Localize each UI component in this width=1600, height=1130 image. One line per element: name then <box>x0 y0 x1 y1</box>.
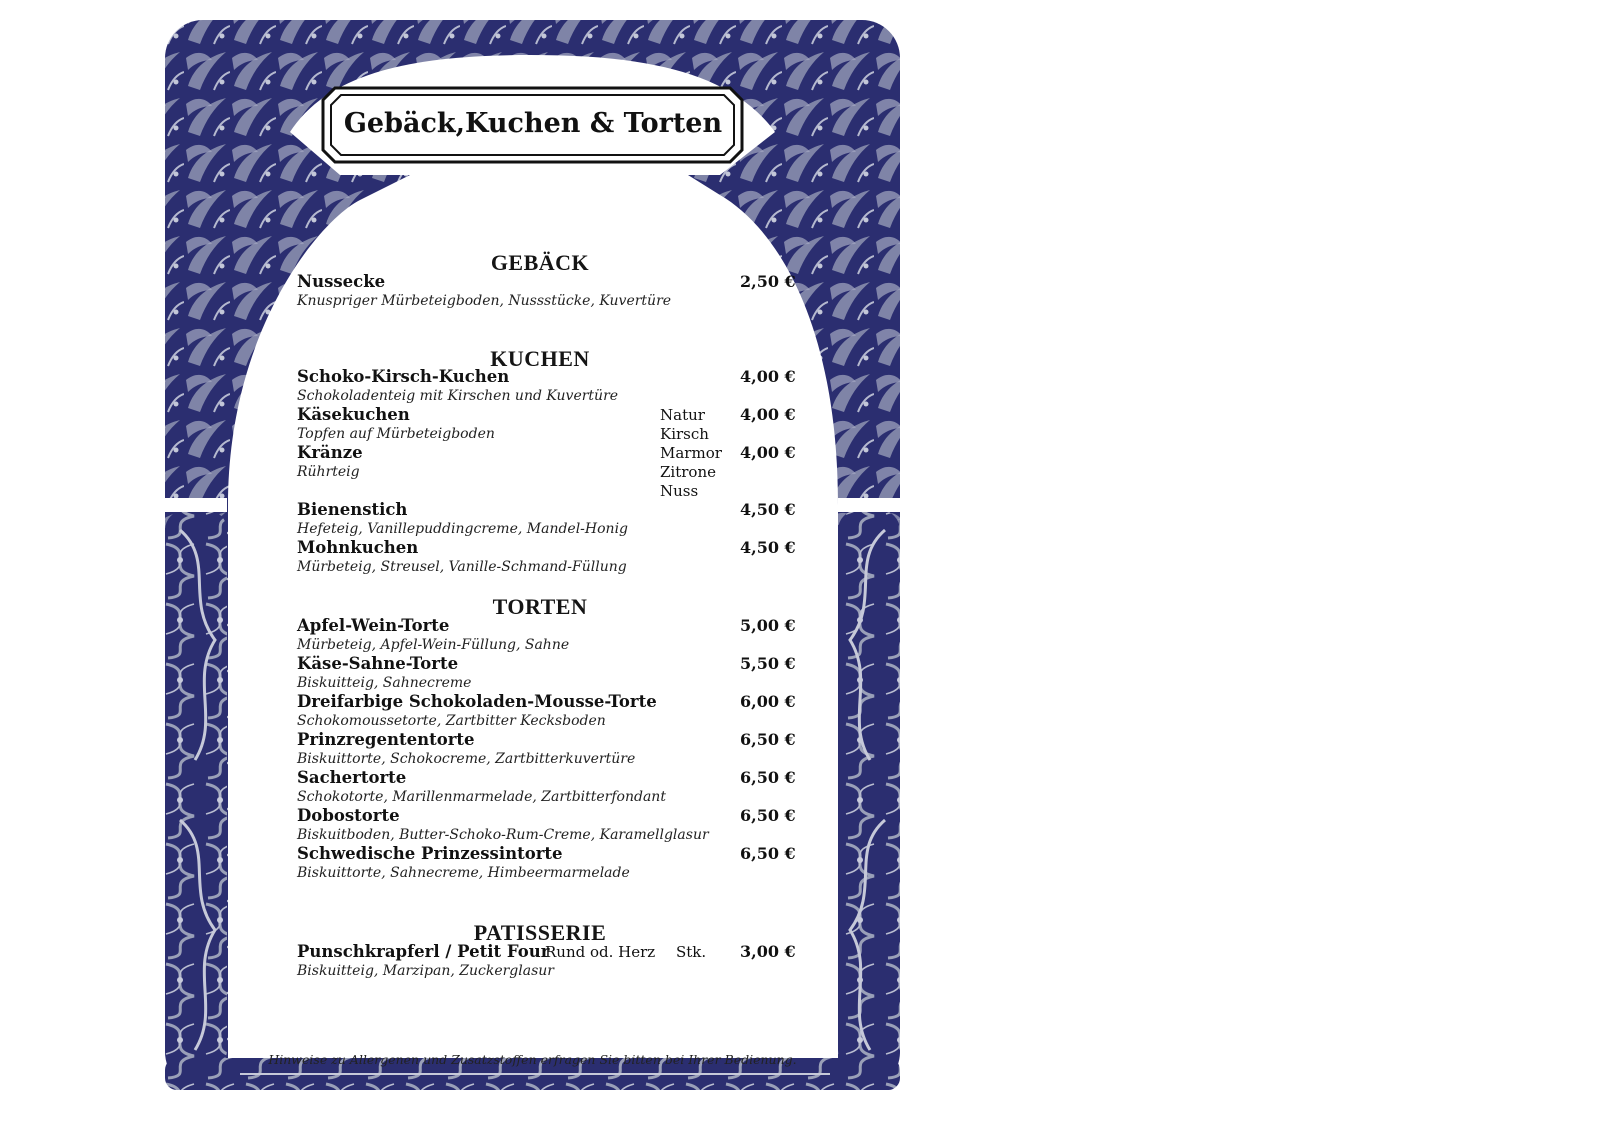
item-name: Schoko-Kirsch-Kuchen <box>297 367 510 386</box>
section-heading-torten: TORTEN <box>492 594 588 619</box>
item-price: 6,50 € <box>740 806 796 825</box>
item-name: Käse-Sahne-Torte <box>297 654 459 673</box>
item-name: Käsekuchen <box>297 405 410 424</box>
item-price: 4,50 € <box>740 500 796 519</box>
item-description: Rührteig <box>297 464 360 480</box>
item-price: 4,00 € <box>740 405 796 424</box>
section-heading-patisserie: PATISSERIE <box>473 920 607 945</box>
item-name: Bienenstich <box>297 500 408 519</box>
allergen-note: Hinweise zu Allergenen und Zusatzstoffen erfragen Sie bitten bei Ihrer Bedienung. <box>268 1052 797 1067</box>
item-description: Biskuitteig, Marzipan, Zuckerglasur <box>297 963 554 979</box>
item-name: Sachertorte <box>297 768 407 787</box>
item-description: Hefeteig, Vanillepuddingcreme, Mandel-Honig <box>297 521 629 537</box>
section-heading-geback: GEBÄCK <box>490 250 590 275</box>
item-price: 5,50 € <box>740 654 796 673</box>
variant-label: Marmor <box>660 444 722 462</box>
item-description: Schokoladenteig mit Kirschen und Kuvertüre <box>297 388 619 404</box>
item-price: 6,50 € <box>740 730 796 749</box>
item-description: Schokotorte, Marillenmarmelade, Zartbitterfondant <box>297 789 666 805</box>
item-name: Prinzregententorte <box>297 730 475 749</box>
item-price: 4,00 € <box>740 367 796 386</box>
item-unit: Stk. <box>676 943 707 961</box>
variant-label: Zitrone <box>660 463 716 481</box>
item-name: Apfel-Wein-Torte <box>297 616 450 635</box>
item-name: Punschkrapferl / Petit Four <box>297 942 550 961</box>
item-option: Rund od. Herz <box>545 943 656 961</box>
item-price: 3,00 € <box>740 942 796 961</box>
item-description: Schokomoussetorte, Zartbitter Kecksboden <box>297 713 606 729</box>
item-price: 6,00 € <box>740 692 796 711</box>
variant-label: Kirsch <box>660 425 709 443</box>
item-price: 2,50 € <box>740 272 796 291</box>
item-price: 4,50 € <box>740 538 796 557</box>
item-description: Biskuittorte, Schokocreme, Zartbitterkuvertüre <box>297 751 636 767</box>
item-price: 5,00 € <box>740 616 796 635</box>
item-price: 6,50 € <box>740 768 796 787</box>
item-name: Kränze <box>297 443 363 462</box>
item-name: Dreifarbige Schokoladen-Mousse-Torte <box>297 692 657 711</box>
variant-label: Natur <box>660 406 705 424</box>
item-description: Mürbeteig, Streusel, Vanille-Schmand-Füllung <box>297 559 627 575</box>
item-description: Biskuitteig, Sahnecreme <box>297 675 472 691</box>
item-price: 6,50 € <box>740 844 796 863</box>
item-description: Knuspriger Mürbeteigboden, Nussstücke, Kuvertüre <box>297 293 672 309</box>
item-name: Nussecke <box>297 272 386 291</box>
item-description: Topfen auf Mürbeteigboden <box>297 426 495 442</box>
page-title: Gebäck,Kuchen & Torten <box>343 108 723 139</box>
item-name: Dobostorte <box>297 806 400 825</box>
item-price: 4,00 € <box>740 443 796 462</box>
item-description: Biskuitboden, Butter-Schoko-Rum-Creme, Karamellglasur <box>297 827 709 843</box>
item-description: Mürbeteig, Apfel-Wein-Füllung, Sahne <box>297 637 570 653</box>
section-heading-kuchen: KUCHEN <box>490 346 590 371</box>
item-name: Schwedische Prinzessintorte <box>297 844 563 863</box>
item-description: Biskuittorte, Sahnecreme, Himbeermarmelade <box>297 865 630 881</box>
item-name: Mohnkuchen <box>297 538 419 557</box>
variant-label: Nuss <box>660 482 699 500</box>
